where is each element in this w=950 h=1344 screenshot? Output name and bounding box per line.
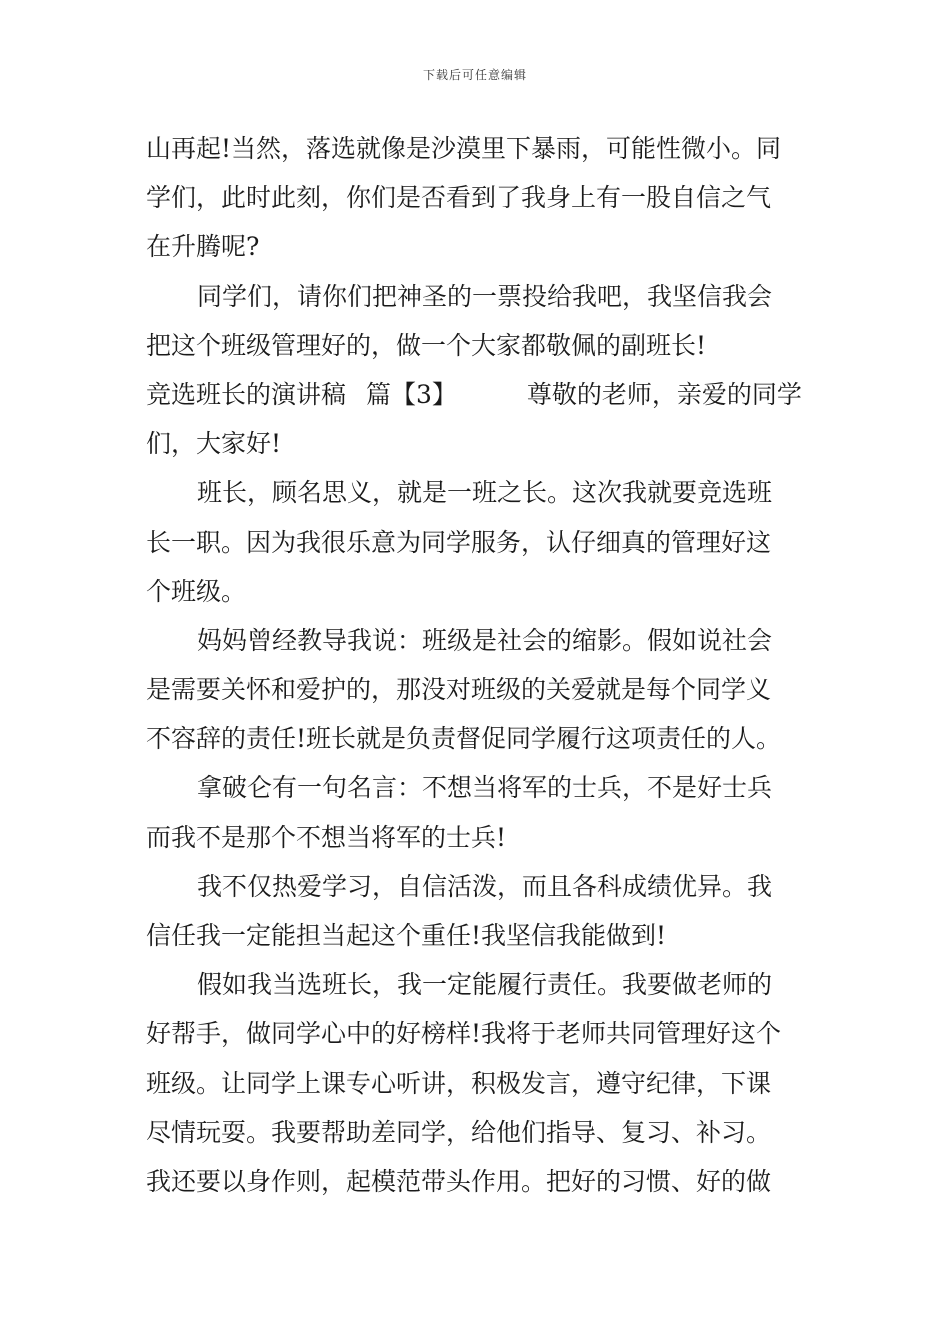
text-line: 不容辞的责任!班长就是负责督促同学履行这项责任的人。 (146, 724, 782, 754)
section-title: 竞选班长的演讲稿 (146, 379, 347, 409)
paragraph-start-line: 假如我当选班长，我一定能履行责任。我要做老师的 (197, 970, 773, 1000)
text-line: 个班级。 (146, 576, 247, 606)
paragraph-start-line: 我不仅热爱学习，自信活泼，而且各科成绩优异。我 (197, 871, 773, 901)
paragraph-start-line: 同学们，请你们把神圣的一票投给我吧，我坚信我会 (197, 281, 773, 311)
text-line: 山再起!当然，落选就像是沙漠里下暴雨，可能性微小。同 (146, 134, 782, 163)
text-line: 信任我一定能担当起这个重任!我坚信我能做到! (146, 921, 667, 950)
text-line: 尽情玩耍。我要帮助差同学，给他们指导、复习、补习。 (146, 1117, 772, 1147)
text-line: 是需要关怀和爱护的，那没对班级的关爱就是每个同学义 (146, 675, 772, 705)
greeting-text: 尊敬的老师，亲爱的同学 (526, 379, 802, 409)
section-title-line (146, 370, 818, 419)
text-line: 好帮手，做同学心中的好榜样!我将于老师共同管理好这个 (146, 1019, 782, 1049)
paragraph-start-line: 拿破仑有一句名言：不想当将军的士兵，不是好士兵 (197, 773, 773, 803)
page-header: 下载后可任意编辑 (422, 68, 527, 82)
section-number: 篇【3】 (366, 379, 457, 409)
paragraph-start-line: 妈妈曾经教导我说：班级是社会的缩影。假如说社会 (197, 625, 773, 655)
text-line: 在升腾呢? (146, 232, 260, 262)
text-line: 班级。让同学上课专心听讲，积极发言，遵守纪律，下课 (146, 1068, 772, 1098)
text-line: 长一职。因为我很乐意为同学服务，认仔细真的管理好这 (146, 527, 772, 557)
text-line: 们，大家好! (146, 429, 282, 459)
text-line: 把这个班级管理好的，做一个大家都敬佩的副班长! (146, 330, 707, 360)
paragraph-start-line: 班长，顾名思义，就是一班之长。这次我就要竞选班 (197, 478, 773, 508)
document-body (146, 124, 818, 1206)
text-line: 学们，此时此刻，你们是否看到了我身上有一股自信之气 (146, 183, 772, 213)
text-line: 我还要以身作则，起模范带头作用。把好的习惯、好的做 (146, 1166, 772, 1196)
text-line: 而我不是那个不想当将军的士兵! (146, 822, 507, 852)
